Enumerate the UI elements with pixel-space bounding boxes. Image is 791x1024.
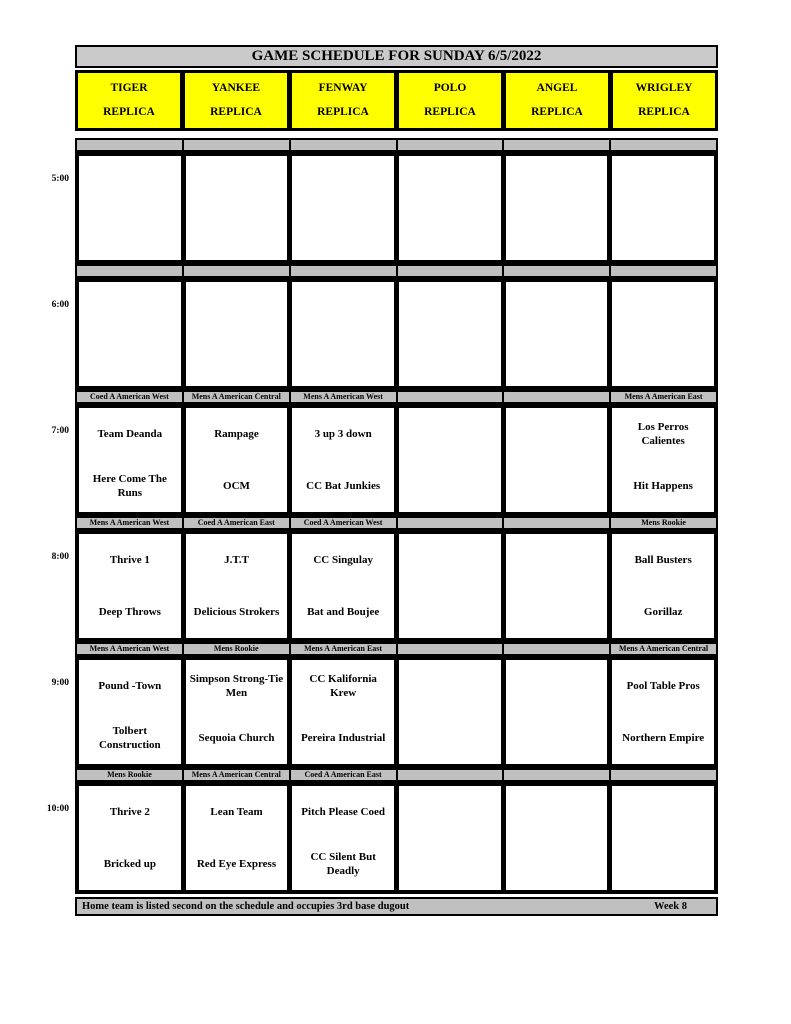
home-team: OCM: [223, 479, 250, 492]
league-band-cell: [398, 518, 503, 528]
time-label: 5:00: [51, 174, 69, 184]
visitor-team: Rampage: [214, 427, 259, 440]
game-cell: [186, 156, 288, 260]
time-slot-row: [51, 278, 718, 390]
time-slot-row: [51, 530, 718, 642]
game-row: [75, 152, 718, 264]
league-band-cell: [504, 518, 609, 528]
league-band: [75, 138, 718, 152]
schedule-table: [46, 45, 718, 916]
game-cell: [186, 282, 288, 386]
game-cell: [399, 534, 501, 638]
game-cell: [399, 282, 501, 386]
time-slot-row: [51, 152, 718, 264]
league-band: [75, 642, 718, 656]
field-name: YANKEE: [211, 81, 261, 94]
league-band-cell: Mens A American West: [77, 518, 182, 528]
league-band-cell: [291, 140, 396, 150]
league-band-cell: [611, 770, 716, 780]
time-label: 6:00: [51, 300, 69, 310]
field-column-header-polo: [399, 73, 501, 128]
league-band-cell: [184, 140, 289, 150]
field-name: TIGER: [110, 81, 148, 94]
league-band: [75, 516, 718, 530]
league-band-cell: Coed A American West: [291, 518, 396, 528]
game-cell: [506, 786, 608, 890]
field-column-header-angel: [506, 73, 608, 128]
game-cell: [506, 156, 608, 260]
visitor-team: Ball Busters: [634, 553, 692, 566]
game-cell: [399, 408, 501, 512]
game-cell: [186, 660, 288, 764]
home-team: Bat and Boujee: [307, 605, 380, 618]
time-slot-row: [51, 404, 718, 516]
league-band-cell: [504, 644, 609, 654]
game-cell: [79, 786, 181, 890]
game-row: [75, 404, 718, 516]
league-band-cell: [291, 266, 396, 276]
game-cell: [399, 786, 501, 890]
league-band: [75, 264, 718, 278]
schedule-body: [46, 138, 718, 894]
field-type: REPLICA: [103, 106, 155, 118]
league-band-cell: Mens A American Central: [184, 392, 289, 402]
league-band-cell: Mens Rookie: [184, 644, 289, 654]
field-name: WRIGLEY: [635, 81, 693, 94]
game-cell: [506, 534, 608, 638]
visitor-team: Pitch Please Coed: [301, 805, 385, 818]
field-column-header-yankee: [185, 73, 287, 128]
game-row: [75, 530, 718, 642]
field-header-row: [75, 70, 718, 131]
league-band-cell: [77, 266, 182, 276]
visitor-team: Los Perros Calientes: [637, 420, 689, 447]
home-team-note: Home team is listed second on the schedule and occupies 3rd base dugout: [82, 901, 410, 912]
home-team: CC Bat Junkies: [306, 479, 381, 492]
field-type: REPLICA: [210, 106, 262, 118]
game-cell: [612, 282, 714, 386]
visitor-team: Pool Table Pros: [626, 679, 700, 692]
field-column-header-fenway: [292, 73, 394, 128]
week-label: Week 8: [654, 901, 687, 912]
league-band-cell: [504, 392, 609, 402]
game-cell: [292, 786, 394, 890]
home-team: Pereira Industrial: [300, 731, 386, 744]
field-type: REPLICA: [424, 106, 476, 118]
game-cell: [292, 282, 394, 386]
league-band-cell: Mens A American Central: [184, 770, 289, 780]
league-band-cell: Mens A American East: [291, 644, 396, 654]
visitor-team: Thrive 2: [109, 805, 150, 818]
league-band: [75, 768, 718, 782]
game-cell: [612, 660, 714, 764]
league-band-cell: Coed A American East: [184, 518, 289, 528]
game-cell: [292, 156, 394, 260]
time-label: 10:00: [46, 804, 69, 814]
footer-bar: [75, 897, 718, 916]
game-cell: [612, 786, 714, 890]
home-team: Here Come The Runs: [92, 472, 167, 499]
game-cell: [186, 408, 288, 512]
home-team: Red Eye Express: [196, 857, 277, 870]
visitor-team: Team Deanda: [97, 427, 163, 440]
visitor-team: Simpson Strong-Tie Men: [189, 672, 284, 699]
visitor-team: CC Singulay: [313, 553, 373, 566]
time-label: 8:00: [51, 552, 69, 562]
league-band-cell: [398, 392, 503, 402]
league-band-cell: [611, 266, 716, 276]
game-cell: [292, 408, 394, 512]
home-team: Deep Throws: [98, 605, 161, 618]
game-row: [75, 656, 718, 768]
game-cell: [506, 408, 608, 512]
home-team: Hit Happens: [633, 479, 693, 492]
field-type: REPLICA: [531, 106, 583, 118]
game-cell: [186, 534, 288, 638]
game-row: [75, 278, 718, 390]
league-band-cell: Coed A American West: [77, 392, 182, 402]
home-team: Tolbert Construction: [98, 724, 161, 751]
schedule-title: GAME SCHEDULE FOR SUNDAY 6/5/2022: [75, 45, 718, 68]
field-name: ANGEL: [536, 81, 578, 94]
game-row: [75, 782, 718, 894]
game-cell: [612, 408, 714, 512]
league-band-cell: [398, 266, 503, 276]
home-team: Northern Empire: [622, 731, 705, 744]
game-cell: [399, 156, 501, 260]
game-cell: [506, 660, 608, 764]
field-name: POLO: [433, 81, 467, 94]
home-team: Bricked up: [103, 857, 156, 870]
visitor-team: 3 up 3 down: [314, 427, 372, 440]
league-band-cell: [504, 770, 609, 780]
time-label: 9:00: [51, 678, 69, 688]
league-band-cell: Mens Rookie: [611, 518, 716, 528]
league-band-cell: Mens A American West: [77, 644, 182, 654]
league-band-cell: [398, 644, 503, 654]
league-band-cell: [504, 140, 609, 150]
game-cell: [79, 156, 181, 260]
home-team: Delicious Strokers: [193, 605, 280, 618]
game-cell: [186, 786, 288, 890]
league-band-cell: [611, 140, 716, 150]
home-team: Sequoia Church: [198, 731, 275, 744]
field-type: REPLICA: [317, 106, 369, 118]
game-cell: [79, 534, 181, 638]
visitor-team: Thrive 1: [109, 553, 150, 566]
game-cell: [79, 408, 181, 512]
visitor-team: Lean Team: [210, 805, 263, 818]
home-team: CC Silent But Deadly: [310, 850, 376, 877]
home-team: Gorillaz: [643, 605, 683, 618]
game-cell: [506, 282, 608, 386]
visitor-team: CC Kalifornia Krew: [309, 672, 377, 699]
league-band: [75, 390, 718, 404]
time-slot-row: [51, 656, 718, 768]
field-type: REPLICA: [638, 106, 690, 118]
league-band-cell: [504, 266, 609, 276]
league-band-cell: Mens Rookie: [77, 770, 182, 780]
league-band-cell: [398, 140, 503, 150]
league-band-cell: Mens A American Central: [611, 644, 716, 654]
visitor-team: Pound -Town: [98, 679, 162, 692]
field-column-header-wrigley: [613, 73, 715, 128]
time-label: 7:00: [51, 426, 69, 436]
visitor-team: J.T.T: [224, 553, 249, 566]
league-band-cell: Mens A American East: [611, 392, 716, 402]
game-cell: [612, 534, 714, 638]
game-cell: [292, 660, 394, 764]
league-band-cell: Coed A American East: [291, 770, 396, 780]
league-band-cell: Mens A American West: [291, 392, 396, 402]
game-cell: [79, 282, 181, 386]
game-cell: [292, 534, 394, 638]
game-cell: [79, 660, 181, 764]
game-cell: [612, 156, 714, 260]
field-column-header-tiger: [78, 73, 180, 128]
league-band-cell: [77, 140, 182, 150]
league-band-cell: [398, 770, 503, 780]
time-slot-row: [46, 782, 718, 894]
game-cell: [399, 660, 501, 764]
field-name: FENWAY: [318, 81, 368, 94]
league-band-cell: [184, 266, 289, 276]
